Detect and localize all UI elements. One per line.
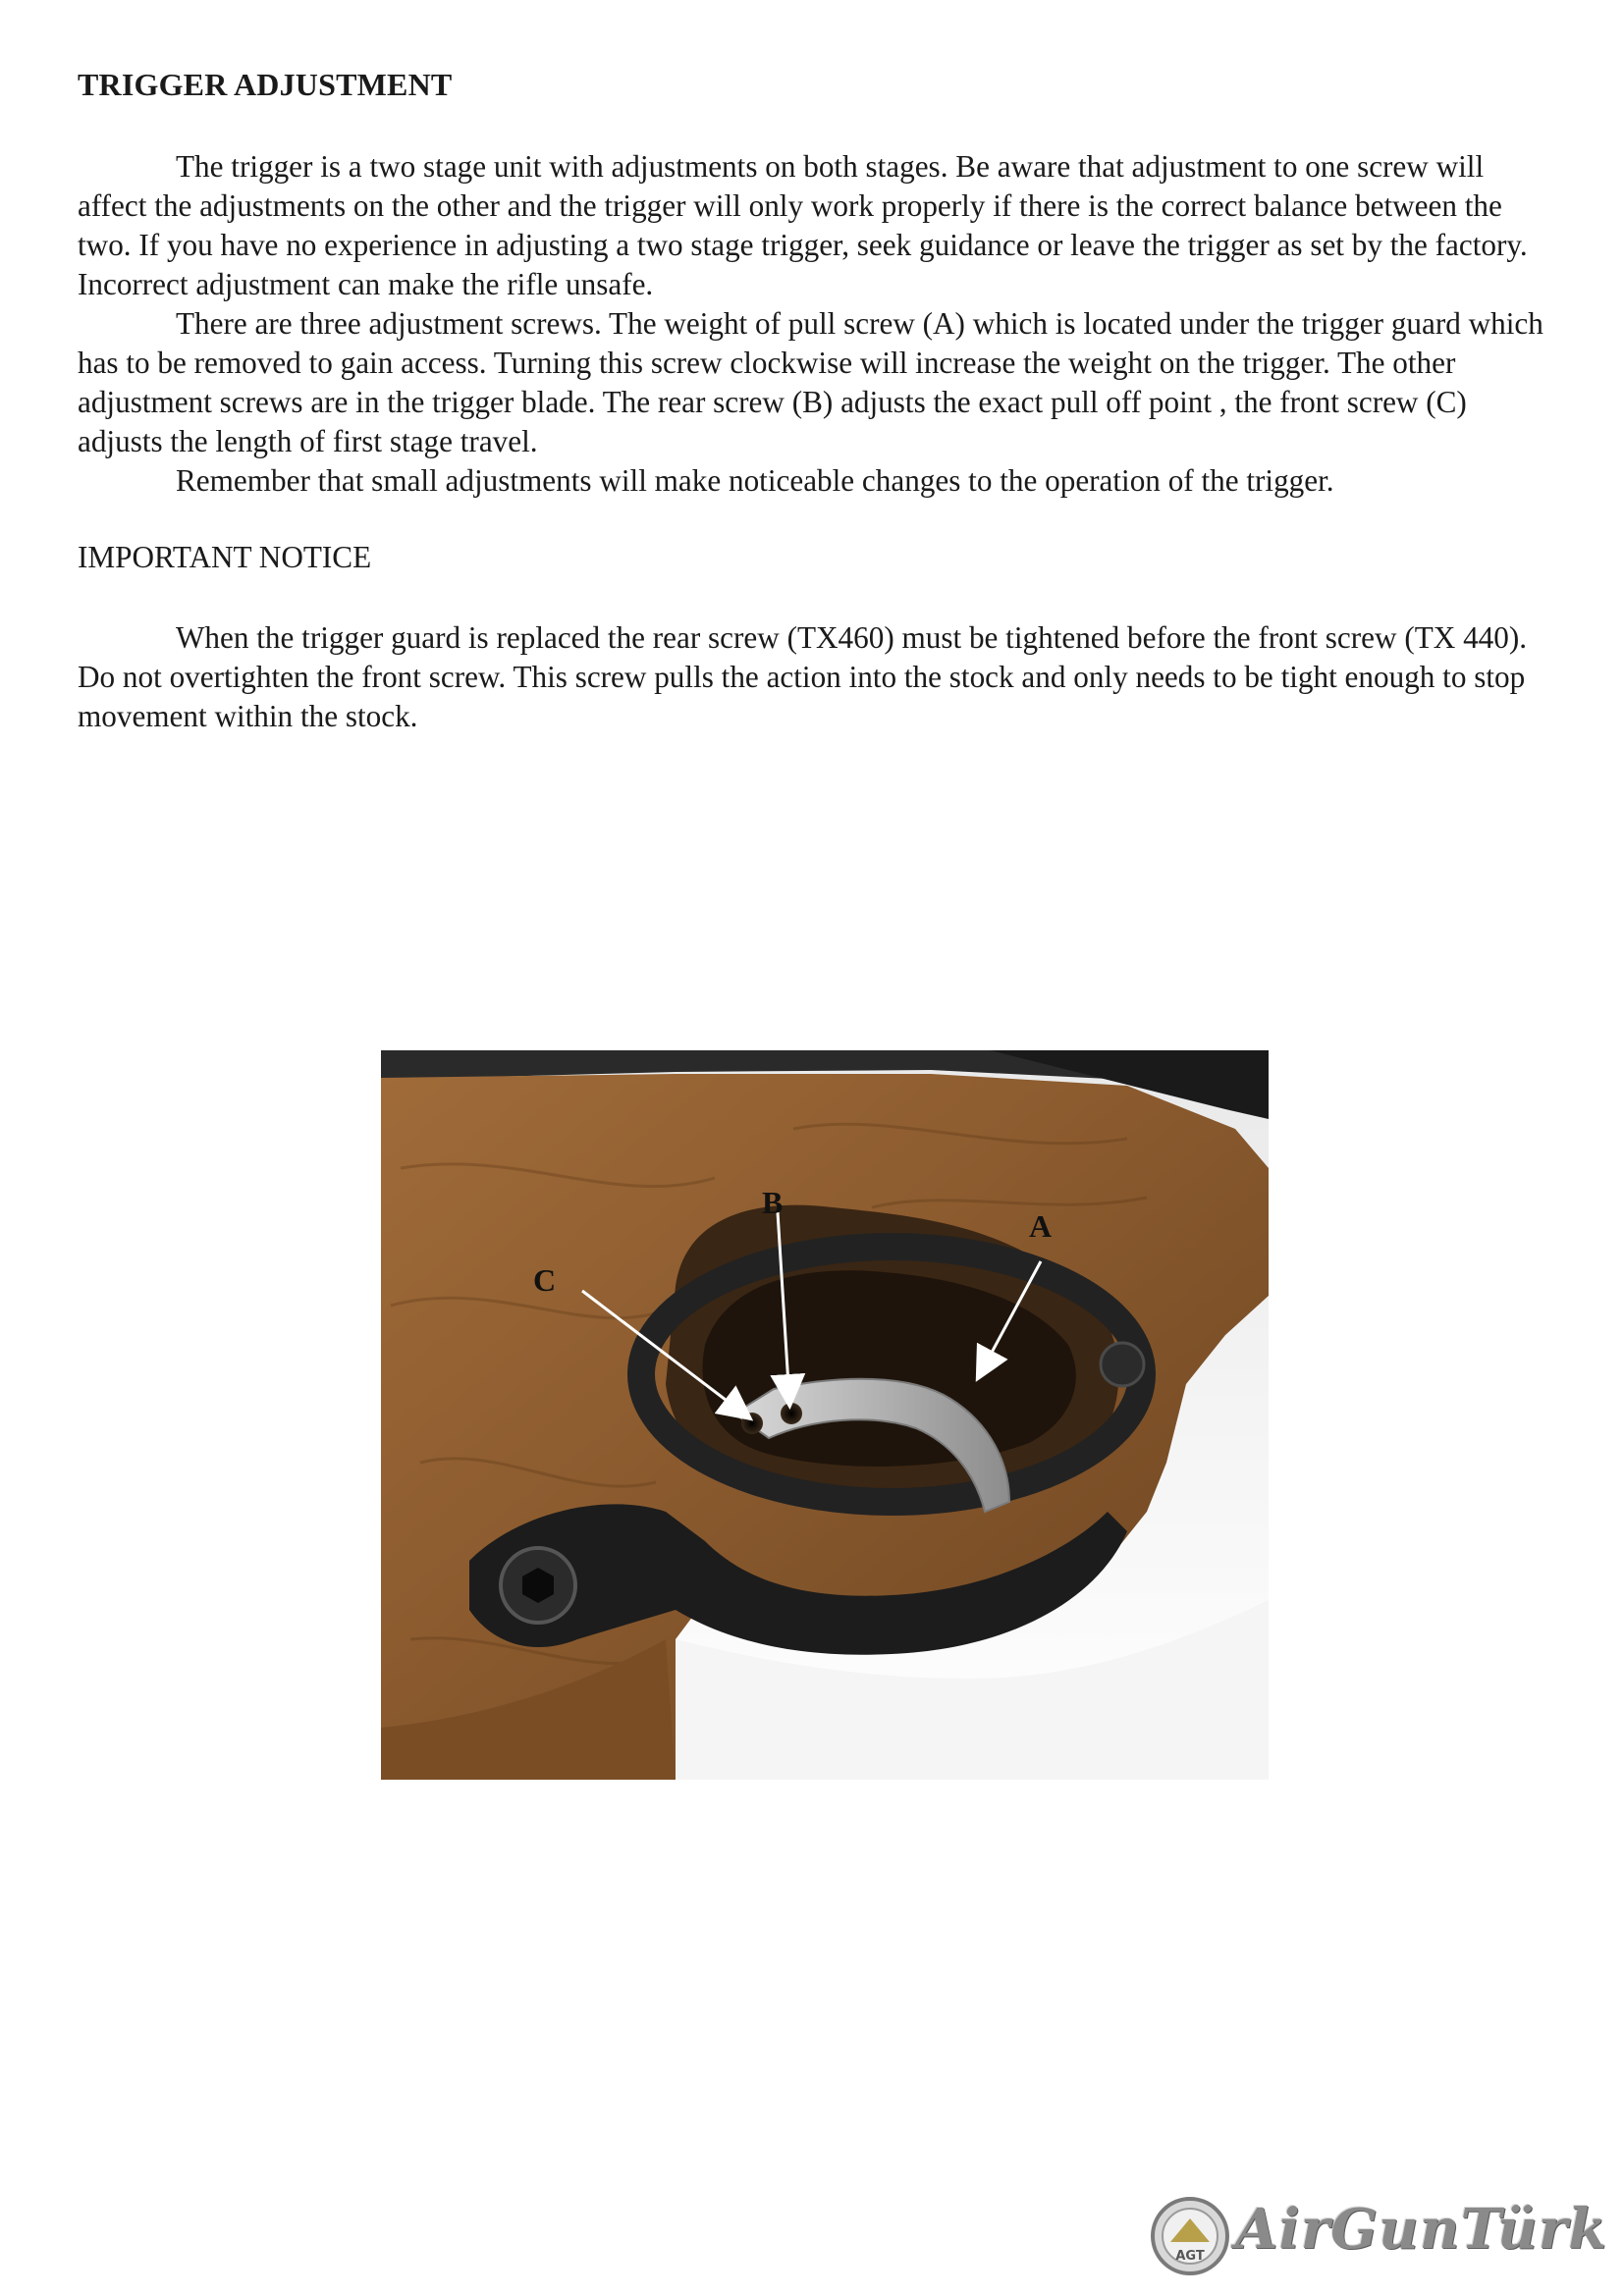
trigger-photo-illustration xyxy=(381,1050,1269,1780)
paragraph-two-stage: The trigger is a two stage unit with adjustments on both stages. Be aware that adjustment to one screw will affect the adjustments on the other and the trigger will only work properly if there is the correct balance between the two. If you have no experience in adjusting a two stage trigger, seek guidance or leave the trigger as set by the factory. Incorrect adjustment can make the rifle unsafe. xyxy=(78,149,1528,301)
trigger-instructions xyxy=(78,147,1550,501)
paragraph-adjustment-screws: There are three adjustment screws. The weight of pull screw (A) which is located under the trigger guard which has to be removed to gain access. Turning this screw clockwise will increase the weight on the trigger. The other adjustment screws are in the trigger blade. The rear screw (B) adjusts the exact pull off point , the front screw (C) adjusts the length of first stage travel. xyxy=(78,306,1543,458)
airgunturk-logo xyxy=(1149,2185,1610,2283)
trigger-photo xyxy=(381,1050,1269,1780)
section-title: TRIGGER ADJUSTMENT xyxy=(78,67,453,102)
logo-emblem-icon xyxy=(1149,2185,1231,2283)
notice-block xyxy=(78,618,1550,736)
callout-b-label: B xyxy=(762,1185,784,1220)
screw-b-hole xyxy=(781,1403,802,1424)
paragraph-small-adjustments: Remember that small adjustments will make noticeable changes to the operation of the trigger. xyxy=(176,463,1334,498)
rear-screw xyxy=(1101,1343,1144,1386)
callout-a-label: A xyxy=(1029,1208,1053,1244)
logo-emblem-text: AGT xyxy=(1175,2249,1205,2264)
callout-c-label: C xyxy=(533,1262,557,1298)
notice-paragraph: When the trigger guard is replaced the rear screw (TX460) must be tightened before the front screw (TX 440). Do not overtighten the front screw. This screw pulls the action into the stock and only needs to be tight enough to stop movement within the stock. xyxy=(78,620,1528,733)
logo-wordmark: AirGunTürk xyxy=(1235,2197,1608,2262)
notice-heading: IMPORTANT NOTICE xyxy=(78,540,372,574)
